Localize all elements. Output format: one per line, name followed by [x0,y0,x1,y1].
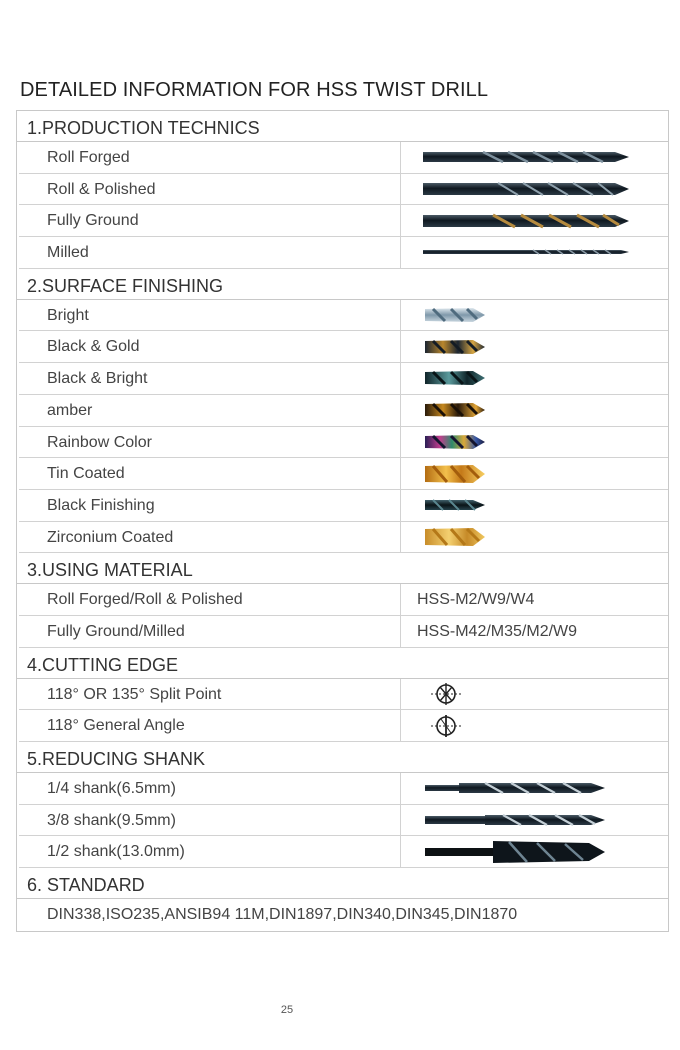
black-bright-drill-tip-image [425,369,485,387]
table-row [19,710,668,742]
black-finishing-drill-tip-image [425,498,485,512]
table-row [19,522,668,554]
section-heading-material: 3.USING MATERIAL [17,553,668,584]
table-row [19,174,668,206]
row-label: 1/2 shank(13.0mm) [19,836,401,867]
table-row [19,395,668,427]
section-heading-shank: 5.REDUCING SHANK [17,742,668,773]
section-heading-standard: 6. STANDARD [17,868,668,899]
table-row [19,805,668,837]
table-row [19,584,668,616]
table-row [19,331,668,363]
row-label: 118° General Angle [19,710,401,741]
row-label: 118° OR 135° Split Point [19,679,401,710]
row-label: Fully Ground [19,205,401,236]
row-label: Tin Coated [19,458,401,489]
section-heading-surface: 2.SURFACE FINISHING [17,269,668,300]
row-value: HSS-M2/W9/W4 [417,591,535,609]
row-label: Black & Gold [19,331,401,362]
row-label: Roll Forged/Roll & Polished [19,584,401,615]
roll-forged-drill-image [423,149,629,165]
three-eighths-shank-drill-image [425,812,605,828]
table-row [19,458,668,490]
table-row [19,205,668,237]
split-point-icon [429,682,463,706]
row-label: amber [19,395,401,426]
amber-drill-tip-image [425,401,485,419]
row-label: Black & Bright [19,363,401,394]
rainbow-drill-tip-image [425,433,485,451]
row-label: Zirconium Coated [19,522,401,553]
quarter-shank-drill-image [425,780,605,796]
tin-coated-drill-tip-image [425,463,485,485]
table-row [19,490,668,522]
row-label: 3/8 shank(9.5mm) [19,805,401,836]
table-row [19,237,668,269]
half-shank-drill-image [425,839,605,865]
section-heading-cutting: 4.CUTTING EDGE [17,648,668,679]
black-gold-drill-tip-image [425,338,485,356]
row-value: HSS-M42/M35/M2/W9 [417,622,578,640]
spec-table [16,110,669,932]
page-number: 25 [280,1004,294,1016]
fully-ground-drill-image [423,212,629,230]
table-row [19,142,668,174]
row-label: Roll & Polished [19,174,401,205]
section-heading-production: 1.PRODUCTION TECHNICS [17,111,668,142]
table-row [19,836,668,868]
row-label: Roll Forged [19,142,401,173]
table-row [19,899,668,931]
standard-list: DIN338,ISO235,ANSIB94 11M,DIN1897,DIN340,DIN345,DIN1870 [47,906,518,924]
row-label: Rainbow Color [19,427,401,458]
table-row [19,300,668,332]
roll-polished-drill-image [423,180,629,198]
bright-drill-tip-image [425,306,485,324]
milled-drill-image [423,247,629,257]
row-label: Black Finishing [19,490,401,521]
table-row [19,616,668,648]
zirconium-drill-tip-image [425,526,485,548]
row-label: Milled [19,237,401,268]
page-title: DETAILED INFORMATION FOR HSS TWIST DRILL [20,79,489,101]
table-row [19,773,668,805]
row-label: Fully Ground/Milled [19,616,401,647]
table-row [19,679,668,711]
row-label: Bright [19,300,401,331]
table-row [19,363,668,395]
row-label: 1/4 shank(6.5mm) [19,773,401,804]
general-angle-icon [429,714,463,738]
table-row [19,427,668,459]
